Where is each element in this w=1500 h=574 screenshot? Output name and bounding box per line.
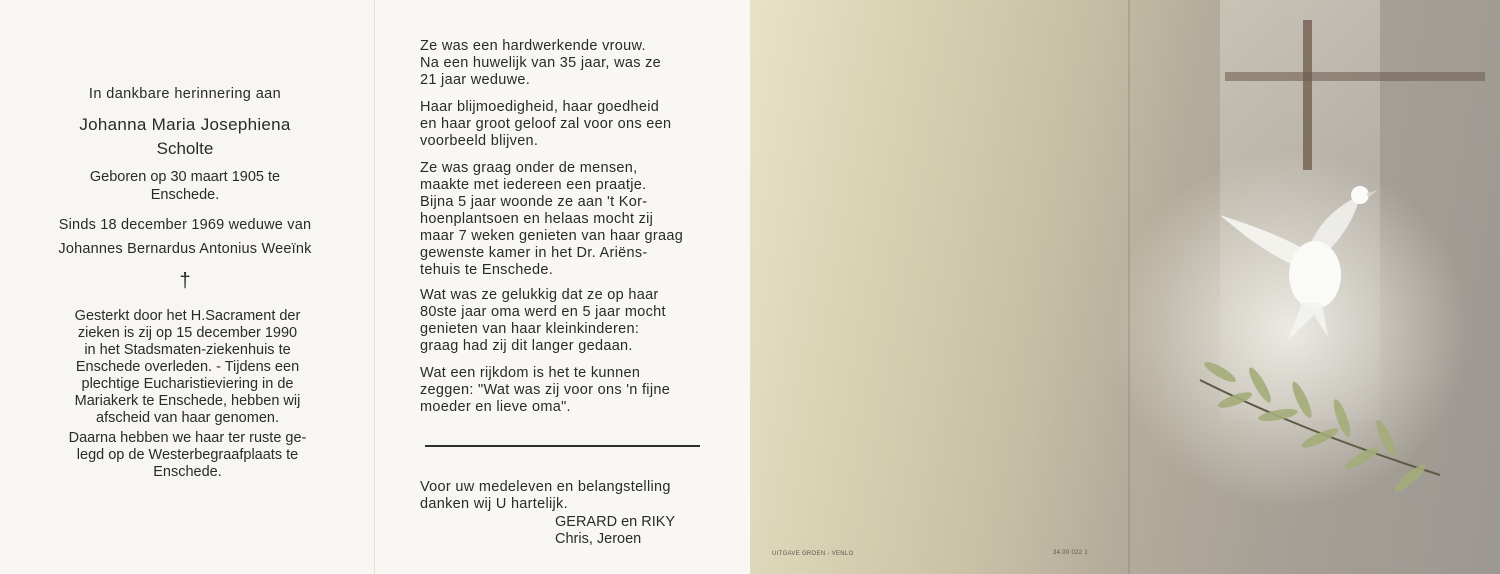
memory-line: Ze was graag onder de mensen,	[420, 160, 638, 176]
memory-line: Ze was een hardwerkende vrouw.	[420, 38, 646, 54]
memory-line: genieten van haar kleinkinderen:	[420, 321, 640, 337]
burial-line: legd op de Westerbegraafplaats te	[76, 447, 299, 463]
memory-line: voorbeeld blijven.	[420, 133, 539, 149]
olive-branch-icon	[1190, 360, 1450, 500]
memory-line: Na een huwelijk van 35 jaar, was ze	[420, 55, 662, 71]
memory-line: maakte met iedereen een praatje.	[420, 177, 647, 193]
death-line: Gesterkt door het H.Sacrament der	[74, 308, 301, 324]
death-line: zieken is zij op 15 december 1990	[77, 325, 298, 341]
memory-line: tehuis te Enschede.	[420, 262, 554, 278]
burial-line: Daarna hebben we haar ter ruste ge-	[68, 430, 307, 446]
widow-line2: Johannes Bernardus Antonius Weeïnk	[58, 241, 312, 257]
deceased-name-line2: Scholte	[156, 139, 214, 158]
card-cover-artwork	[750, 0, 1500, 574]
thanks-paragraph	[420, 479, 705, 513]
birth-line2: Enschede.	[150, 187, 220, 203]
death-line: afscheid van haar genomen.	[96, 410, 279, 426]
memory-line: moeder en lieve oma".	[420, 399, 571, 415]
memory-paragraph-1	[420, 38, 705, 89]
memory-line: zeggen: "Wat was zij voor ons 'n fijne	[420, 382, 671, 398]
widow-line1: Sinds 18 december 1969 weduwe van	[58, 217, 312, 233]
death-line: in het Stadsmaten-ziekenhuis te	[84, 342, 291, 358]
memory-paragraph-3	[420, 160, 705, 279]
cross-artwork-icon	[1225, 20, 1485, 180]
burial-line: Enschede.	[153, 464, 222, 480]
dove-icon	[1210, 165, 1400, 345]
memory-line: gewenste kamer in het Dr. Ariëns-	[420, 245, 648, 261]
death-line: Mariakerk te Enschede, hebben wij	[74, 393, 301, 409]
death-line: plechtige Eucharistieviering in de	[81, 376, 294, 392]
memory-line: Wat was ze gelukkig dat ze op haar	[420, 287, 659, 303]
memory-paragraph-2	[420, 99, 705, 150]
memory-line: graag had zij dit langer gedaan.	[420, 338, 633, 354]
death-paragraph	[40, 308, 335, 427]
divider-line	[425, 445, 700, 447]
memory-line: 21 jaar weduwe.	[420, 72, 531, 88]
family-signature-line1: GERARD en RIKY	[555, 514, 676, 530]
memory-paragraph-5	[420, 365, 705, 416]
burial-paragraph	[40, 430, 335, 481]
thanks-line: Voor uw medeleven en belangstelling	[420, 479, 671, 495]
family-signature-line2: Chris, Jeroen	[555, 531, 642, 547]
card-fold-line	[1128, 0, 1130, 574]
cross-icon: †	[179, 270, 191, 292]
birth-line1: Geboren op 30 maart 1905 te	[89, 169, 281, 185]
card-inner-left-panel	[0, 0, 375, 574]
memory-line: Wat een rijkdom is het te kunnen	[420, 365, 641, 381]
thanks-line: danken wij U hartelijk.	[420, 496, 568, 512]
memory-line: maar 7 weken genieten van haar graag	[420, 228, 684, 244]
memory-line: hoenplantsoen en helaas mocht zij	[420, 211, 654, 227]
intro-text: In dankbare herinnering aan	[88, 86, 282, 102]
death-line: Enschede overleden. - Tijdens een	[75, 359, 300, 375]
memory-paragraph-4	[420, 287, 705, 355]
memory-line: Haar blijmoedigheid, haar goedheid	[420, 99, 660, 115]
publisher-label: UITGAVE GROEN - VENLO	[772, 551, 854, 557]
deceased-name-line1: Johanna Maria Josephiena	[79, 115, 291, 134]
memory-line: Bijna 5 jaar woonde ze aan 't Kor-	[420, 194, 648, 210]
memory-line: en haar groot geloof zal voor ons een	[420, 116, 672, 132]
product-code: 34.00 022 1	[1053, 550, 1088, 556]
memory-line: 80ste jaar oma werd en 5 jaar mocht	[420, 304, 666, 320]
